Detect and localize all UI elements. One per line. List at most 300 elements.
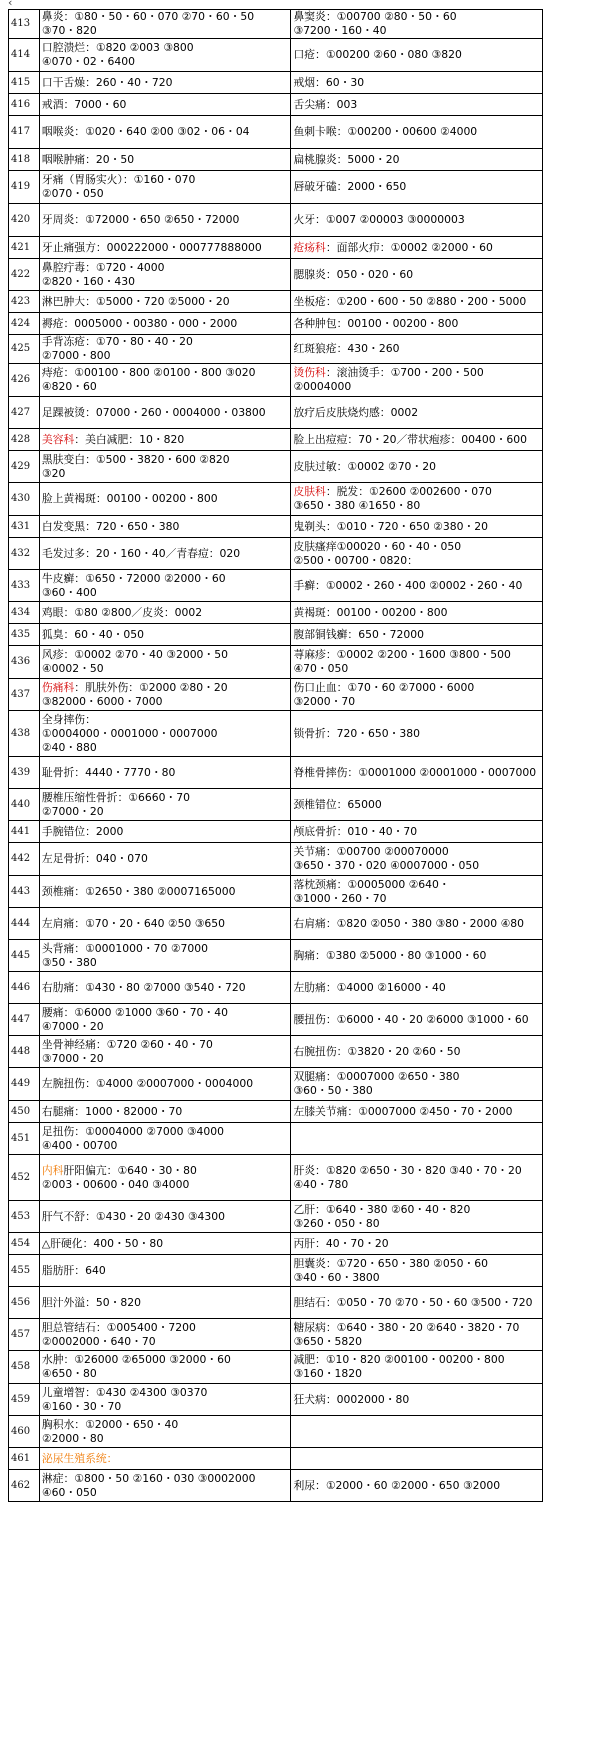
entry-text: ②820・160・430: [41, 274, 136, 288]
cell-line: [42, 628, 289, 642]
right-entry-cell: [291, 204, 543, 237]
entry-text: 右肋痛：①430・80 ②7000 ③540・720: [41, 980, 246, 994]
table-row: [9, 711, 543, 757]
row-number: 459: [9, 1384, 40, 1416]
cell-line: [293, 1045, 540, 1059]
cell-line: [293, 1178, 540, 1192]
left-entry-cell: [39, 679, 291, 711]
left-entry-cell: [39, 646, 291, 679]
cell-line: [42, 1164, 289, 1178]
entry-text: 胸痛：①380 ②5000・80 ③1000・60: [293, 948, 487, 962]
table-row: [9, 679, 543, 711]
left-entry-cell: [39, 116, 291, 149]
row-number: 454: [9, 1233, 40, 1255]
right-entry-cell: [291, 451, 543, 483]
cell-line: [42, 942, 289, 956]
cell-line: [293, 366, 540, 380]
right-entry-cell: [291, 259, 543, 291]
cell-line: [293, 406, 540, 420]
entry-text: 口疮：①00200 ②60・080 ③820: [293, 48, 462, 61]
left-entry-cell: [39, 570, 291, 602]
right-entry-cell: [291, 908, 543, 940]
cell-line: [42, 1452, 289, 1466]
entry-text: ③60・50・380: [293, 1084, 373, 1097]
cell-line: [293, 1203, 540, 1217]
right-entry-cell: [291, 1416, 543, 1448]
entry-text: 火牙：①007 ②00003 ③0000003: [293, 213, 465, 226]
cell-line: [293, 520, 540, 534]
right-entry-cell: [291, 1319, 543, 1351]
cell-line: [293, 342, 540, 356]
table-row: [9, 1155, 543, 1201]
table-row: [9, 291, 543, 313]
cell-line: [42, 1038, 289, 1052]
cell-line: [42, 213, 289, 227]
entry-text: ③650・370・020 ④0007000・050: [293, 859, 480, 872]
table-row: [9, 1470, 543, 1502]
entry-text: 坐骨神经痛：①720 ②60・40・70: [41, 1037, 213, 1051]
left-entry-cell: [39, 1319, 291, 1351]
table-row: [9, 149, 543, 171]
row-number: 441: [9, 821, 40, 843]
cell-line: [293, 825, 540, 839]
row-number: 436: [9, 646, 40, 679]
right-entry-cell: [291, 1255, 543, 1287]
right-entry-cell: [291, 1101, 543, 1123]
right-entry-cell: [291, 237, 543, 259]
table-row: [9, 516, 543, 538]
cell-line: [42, 76, 289, 90]
row-number: 415: [9, 72, 40, 94]
table-row: [9, 1351, 543, 1384]
cell-line: [42, 1386, 289, 1400]
cell-line: [293, 48, 540, 62]
left-entry-cell: [39, 1123, 291, 1155]
row-number: 425: [9, 335, 40, 364]
cell-line: [42, 852, 289, 866]
category-label: 内科: [41, 1163, 64, 1177]
entry-text: 鼻腔疔毒：①720・4000: [41, 260, 165, 274]
entry-text: 胆总管结石：①005400・7200: [41, 1320, 196, 1334]
entry-text: 手背冻疮：①70・80・40・20: [41, 335, 193, 348]
row-number: 426: [9, 364, 40, 397]
left-entry-cell: [39, 876, 291, 908]
right-entry-cell: [291, 1123, 543, 1155]
entry-text: ②0004000: [293, 380, 352, 393]
cell-line: [293, 1335, 540, 1349]
table-row: [9, 972, 543, 1004]
table-row: [9, 397, 543, 429]
table-row: [9, 1201, 543, 1233]
cell-line: [293, 125, 540, 139]
right-entry-cell: [291, 789, 543, 821]
entry-text: 舌尖痛：003: [293, 97, 358, 111]
table-row: [9, 237, 543, 259]
cell-line: [42, 125, 289, 139]
category-label: 美容科: [41, 432, 75, 446]
entry-text: 腹部铜钱癣：650・72000: [293, 627, 424, 641]
cell-line: [293, 662, 540, 676]
left-entry-cell: [39, 313, 291, 335]
left-entry-cell: [39, 1287, 291, 1319]
row-number: 450: [9, 1101, 40, 1123]
table-row: [9, 940, 543, 972]
cell-line: [293, 648, 540, 662]
left-entry-cell: [39, 1448, 291, 1470]
entry-text: ④070・02・6400: [41, 55, 136, 68]
category-label: 泌尿生殖系统：: [41, 1451, 118, 1465]
entry-text: 右腕扭伤：①3820・20 ②60・50: [293, 1044, 461, 1058]
left-entry-cell: [39, 1155, 291, 1201]
cell-line: [42, 1178, 289, 1192]
table-row: [9, 171, 543, 204]
row-number: 418: [9, 149, 40, 171]
entry-text: 放疗后皮肤烧灼感：0002: [293, 405, 419, 419]
left-entry-cell: [39, 39, 291, 72]
right-entry-cell: [291, 483, 543, 516]
entry-text: ②2000・80: [41, 1431, 104, 1445]
table-row: [9, 821, 543, 843]
table-row: [9, 39, 543, 72]
table-row: [9, 624, 543, 646]
cell-line: [293, 628, 540, 642]
right-entry-cell: [291, 1384, 543, 1416]
right-entry-cell: [291, 757, 543, 789]
cell-line: [293, 859, 540, 873]
cell-line: [293, 892, 540, 906]
right-entry-cell: [291, 1448, 543, 1470]
entry-text: 牛皮癣：①650・72000 ②2000・60: [41, 571, 226, 585]
entry-text: 牙痛（胃肠实火）：①160・070: [41, 173, 196, 186]
cell-line: [293, 485, 540, 499]
cell-line: [42, 662, 289, 676]
left-entry-cell: [39, 972, 291, 1004]
category-label: 烫伤科: [293, 366, 326, 379]
cell-line: [42, 1432, 289, 1446]
entry-text: ①0004000・0001000・0007000: [41, 726, 218, 740]
cell-line: [293, 460, 540, 474]
entry-text: 左膝关节痛：①0007000 ②450・70・2000: [293, 1104, 513, 1118]
cell-line: [293, 98, 540, 112]
entry-text: 荨麻疹：①0002 ②200・1600 ③800・500: [293, 648, 511, 661]
cell-line: [42, 366, 289, 380]
cell-line: [42, 1052, 289, 1066]
cell-line: [293, 10, 540, 24]
row-number: 462: [9, 1470, 40, 1502]
entry-text: 颈椎痛：①2650・380 ②0007165000: [41, 884, 236, 898]
entry-text: 风疹：①0002 ②70・40 ③2000・50: [41, 648, 228, 661]
cell-line: [42, 1077, 289, 1091]
left-entry-cell: [39, 364, 291, 397]
row-number: 438: [9, 711, 40, 757]
cell-line: [293, 1479, 540, 1493]
entry-text: 糖尿病：①640・380・20 ②640・3820・70: [293, 1320, 520, 1334]
cell-line: [42, 41, 289, 55]
cell-line: [42, 187, 289, 201]
right-entry-cell: [291, 1201, 543, 1233]
cell-line: [42, 1125, 289, 1139]
entry-text: ④400・00700: [41, 1138, 118, 1152]
right-entry-cell: [291, 1287, 543, 1319]
right-entry-cell: [291, 72, 543, 94]
entry-text: ②7000・20: [41, 804, 104, 818]
row-number: 442: [9, 843, 40, 876]
entry-text: 水肿：①26000 ②65000 ③2000・60: [41, 1353, 231, 1366]
entry-text: 锁骨折：720・650・380: [293, 726, 421, 740]
left-entry-cell: [39, 908, 291, 940]
left-entry-cell: [39, 1201, 291, 1233]
right-entry-cell: [291, 1036, 543, 1068]
cell-line: [42, 467, 289, 481]
entry-text: 关节痛：①00700 ②00070000: [293, 845, 449, 858]
cell-line: [42, 275, 289, 289]
row-number: 416: [9, 94, 40, 116]
row-number: 451: [9, 1123, 40, 1155]
left-entry-cell: [39, 1384, 291, 1416]
right-entry-cell: [291, 516, 543, 538]
entry-text: 左足骨折：040・070: [41, 852, 148, 865]
entry-text: 鱼刺卡喉：①00200・00600 ②4000: [293, 125, 478, 138]
entry-text: 戒酒：7000・60: [41, 97, 127, 111]
left-entry-cell: [39, 843, 291, 876]
right-entry-cell: [291, 972, 543, 1004]
cell-line: [293, 1452, 540, 1466]
right-entry-cell: [291, 624, 543, 646]
entry-text: 胆汁外溢：50・820: [41, 1295, 142, 1309]
row-number: 439: [9, 757, 40, 789]
cell-line: [42, 681, 289, 695]
cell-line: [42, 55, 289, 69]
entry-text: 足扭伤：①0004000 ②7000 ③4000: [41, 1124, 225, 1138]
row-number: 433: [9, 570, 40, 602]
cell-line: [293, 1367, 540, 1381]
entry-text: 头背痛：①0001000・70 ②7000: [41, 941, 208, 955]
left-entry-cell: [39, 821, 291, 843]
row-number: 423: [9, 291, 40, 313]
category-label: 皮肤科: [293, 485, 326, 498]
row-number: 421: [9, 237, 40, 259]
entry-text: 手癣：①0002・260・400 ②0002・260・40: [293, 578, 523, 592]
cell-line: [293, 949, 540, 963]
entry-text: 扁桃腺炎：5000・20: [293, 152, 400, 166]
cell-line: [42, 335, 289, 349]
entry-text: ③1000・260・70: [293, 891, 387, 905]
entry-text: 肝气不舒：①430・20 ②430 ③4300: [41, 1209, 226, 1223]
cell-line: [42, 1139, 289, 1153]
cell-line: [42, 1020, 289, 1034]
category-label: 伤痛科: [41, 680, 75, 694]
right-entry-cell: [291, 602, 543, 624]
cell-line: [42, 572, 289, 586]
row-number: 445: [9, 940, 40, 972]
row-number: 413: [9, 10, 40, 39]
table-row: [9, 843, 543, 876]
left-entry-cell: [39, 1470, 291, 1502]
entry-text: 口干舌燥：260・40・720: [41, 75, 173, 89]
entry-text: 坐板疮：①200・600・50 ②880・200・5000: [293, 294, 527, 308]
entry-text: 淋症：①800・50 ②160・030 ③0002000: [41, 1471, 256, 1485]
entry-text: ②500・00700・0820：: [293, 553, 418, 567]
left-entry-cell: [39, 10, 291, 39]
right-entry-cell: [291, 646, 543, 679]
cell-line: [293, 295, 540, 309]
table-row: [9, 483, 543, 516]
right-entry-cell: [291, 149, 543, 171]
right-entry-cell: [291, 876, 543, 908]
row-number: 435: [9, 624, 40, 646]
cell-line: [293, 76, 540, 90]
cell-line: [293, 213, 540, 227]
cell-line: [293, 180, 540, 194]
table-row: [9, 789, 543, 821]
cell-line: [293, 798, 540, 812]
entry-text: ②070・050: [41, 187, 104, 200]
cell-line: [42, 349, 289, 363]
right-entry-cell: [291, 679, 543, 711]
table-row: [9, 1036, 543, 1068]
cell-line: [42, 956, 289, 970]
cell-line: [293, 433, 540, 447]
row-number: 444: [9, 908, 40, 940]
entry-text: ③2000・70: [293, 694, 356, 708]
entry-text: ③60・400: [41, 585, 97, 599]
entry-text: 鬼剃头：①010・720・650 ②380・20: [293, 519, 488, 533]
back-chevron-icon[interactable]: ‹: [8, 0, 13, 9]
table-row: [9, 570, 543, 602]
cell-line: [293, 727, 540, 741]
left-entry-cell: [39, 757, 291, 789]
table-row: [9, 451, 543, 483]
entry-text: 腰椎压缩性骨折：①6660・70: [41, 790, 190, 804]
table-row: [9, 1448, 543, 1470]
entry-text: 胆结石：①050・70 ②70・50・60 ③500・720: [293, 1295, 533, 1309]
left-entry-cell: [39, 429, 291, 451]
entry-text: ④40・780: [293, 1177, 349, 1191]
left-entry-cell: [39, 1416, 291, 1448]
entry-text: 落枕颈痛：①0005000 ②640・: [293, 877, 450, 891]
right-entry-cell: [291, 313, 543, 335]
cell-line: [42, 805, 289, 819]
entry-text: ②0002000・640・70: [41, 1334, 156, 1348]
cell-line: [42, 1264, 289, 1278]
entry-text: 戒烟：60・30: [293, 75, 365, 89]
entry-text: ③260・050・80: [293, 1216, 380, 1230]
entry-text: 右腿痛：1000・82000・70: [41, 1104, 183, 1118]
row-number: 427: [9, 397, 40, 429]
row-number: 447: [9, 1004, 40, 1036]
cell-line: [42, 981, 289, 995]
cell-line: [293, 1237, 540, 1251]
entry-text: 腮腺炎：050・020・60: [293, 267, 414, 281]
table-row: [9, 757, 543, 789]
row-number: 443: [9, 876, 40, 908]
entry-text: ：脱发：①2600 ②002600・070: [325, 485, 492, 498]
entry-text: ③7200・160・40: [293, 24, 387, 37]
entry-text: 左腕扭伤：①4000 ②0007000・0004000: [41, 1077, 254, 1090]
cell-line: [42, 1321, 289, 1335]
entry-text: 全身摔伤：: [41, 712, 96, 726]
row-number: 431: [9, 516, 40, 538]
table-row: [9, 259, 543, 291]
table-row: [9, 204, 543, 237]
left-entry-cell: [39, 602, 291, 624]
cell-line: [293, 845, 540, 859]
left-entry-cell: [39, 1255, 291, 1287]
entry-text: 左肋痛：①4000 ②16000・40: [293, 980, 446, 994]
entry-text: 脊椎骨摔伤：①0001000 ②0001000・0007000: [293, 765, 537, 779]
entry-text: 鼻窦炎：①00700 ②80・50・60: [293, 10, 457, 23]
cell-line: [293, 1070, 540, 1084]
left-entry-cell: [39, 259, 291, 291]
entry-text: ④0002・50: [41, 662, 104, 675]
row-number: 432: [9, 538, 40, 570]
table-row: [9, 1233, 543, 1255]
entry-text: 伤口止血：①70・60 ②7000・6000: [293, 680, 475, 694]
entry-text: ②40・880: [41, 740, 97, 754]
right-entry-cell: [291, 335, 543, 364]
cell-line: [42, 695, 289, 709]
entry-text: 手腕错位：2000: [41, 824, 124, 838]
left-entry-cell: [39, 1004, 291, 1036]
row-number: 461: [9, 1448, 40, 1470]
table-row: [9, 72, 543, 94]
cell-line: [293, 1353, 540, 1367]
cell-line: [42, 433, 289, 447]
row-number: 437: [9, 679, 40, 711]
right-entry-cell: [291, 1470, 543, 1502]
right-entry-cell: [291, 843, 543, 876]
entry-text: ：肌肤外伤：①2000 ②80・20: [74, 680, 228, 694]
cell-line: [42, 295, 289, 309]
entry-text: ③70・820: [41, 24, 97, 37]
row-number: 420: [9, 204, 40, 237]
entry-text: 儿童增智：①430 ②4300 ③0370: [41, 1385, 208, 1399]
entry-text: 肝炎：①820 ②650・30・820 ③40・70・20: [293, 1163, 522, 1177]
cell-line: [42, 825, 289, 839]
left-entry-cell: [39, 1068, 291, 1101]
row-number: 449: [9, 1068, 40, 1101]
cell-line: [42, 1486, 289, 1500]
left-entry-cell: [39, 516, 291, 538]
cell-line: [42, 453, 289, 467]
cell-line: [293, 1084, 540, 1098]
table-row: [9, 10, 543, 39]
left-entry-cell: [39, 1101, 291, 1123]
row-number: 422: [9, 259, 40, 291]
entry-text: 褥疮：0005000・00380・000・2000: [41, 316, 238, 330]
entry-text: 各种肿包：00100・00200・800: [293, 316, 459, 330]
entry-text: ④70・050: [293, 662, 349, 675]
entry-text: ③7000・20: [41, 1051, 104, 1065]
right-entry-cell: [291, 429, 543, 451]
cell-line: [42, 547, 289, 561]
entry-text: 左肩痛：①70・20・640 ②50 ③650: [41, 916, 226, 930]
right-entry-cell: [291, 538, 543, 570]
right-entry-cell: [291, 171, 543, 204]
entry-text: 颈椎错位：65000: [293, 797, 382, 811]
entry-text: ④60・050: [41, 1485, 97, 1499]
entry-text: ③40・60・3800: [293, 1270, 380, 1284]
right-entry-cell: [291, 1233, 543, 1255]
right-entry-cell: [291, 821, 543, 843]
entry-text: 丙肝：40・70・20: [293, 1236, 389, 1250]
entry-text: 脸上出痘痘：70・20／带状疱疹：00400・600: [293, 432, 528, 446]
table-row: [9, 1416, 543, 1448]
number-code-table: [8, 9, 543, 1502]
cell-line: [293, 1257, 540, 1271]
entry-text: ③50・380: [41, 955, 97, 969]
entry-text: 颅底骨折：010・40・70: [293, 824, 418, 838]
